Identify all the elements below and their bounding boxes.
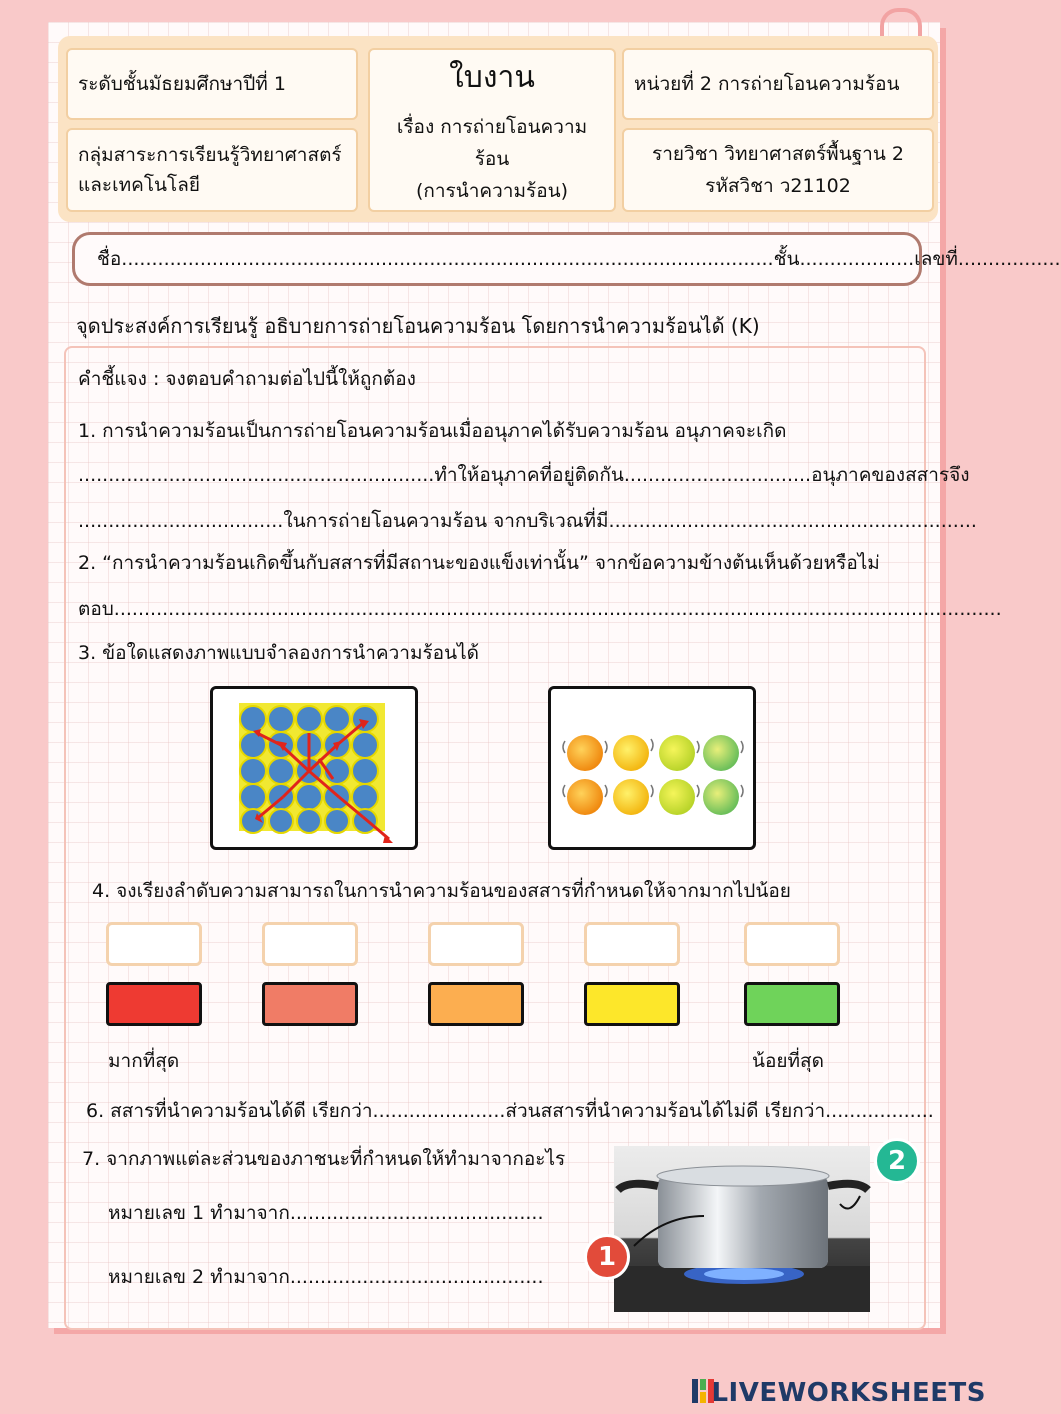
subject-group-box (66, 128, 358, 212)
topic-line-1: เรื่อง การถ่ายโอนความร้อน (396, 115, 588, 170)
pot-illustration (614, 1146, 870, 1312)
level-box (66, 48, 358, 120)
course-box (622, 128, 934, 212)
q1-line-3[interactable]: ..................................ในการถ่ายโอนความร้อน จากบริเวณที่มี............................................................. (78, 510, 977, 532)
q4-color-box-1 (106, 982, 202, 1026)
title-box (368, 48, 616, 212)
q7-part2-line[interactable]: หมายเลข 2 ทำมาจาก.......................................... (108, 1266, 544, 1288)
q4-most-label: มากที่สุด (108, 1050, 180, 1072)
moving-particle-model-illustration (551, 689, 753, 847)
level-label: ระดับชั้นมัธยมศึกษาปีที่ 1 (78, 73, 286, 95)
student-info-line: ชื่อ............................................................................................................ชั้น...................เลขที่................. (97, 248, 1061, 270)
q4-least-label: น้อยที่สุด (752, 1050, 824, 1072)
q4-answer-box-2[interactable] (262, 922, 358, 966)
part-2-badge: 2 (874, 1138, 920, 1184)
unit-box (622, 48, 934, 120)
q7-question: 7. จากภาพแต่ละส่วนของภาชนะที่กำหนดให้ทำมาจากอะไร (82, 1148, 566, 1170)
liveworksheets-brand[interactable]: LIVEWORKSHEETS (711, 1378, 986, 1408)
worksheet-title: ใบงาน (449, 59, 535, 95)
course-code-label: รหัสวิชา ว21102 (705, 175, 851, 197)
q1-line-1: 1. การนำความร้อนเป็นการถ่ายโอนความร้อนเมื่ออนุภาคได้รับความร้อน อนุภาคจะเกิด (78, 420, 787, 442)
q6-question[interactable]: 6. สสารที่นำความร้อนได้ดี เรียกว่า......................ส่วนสสารที่นำความร้อนได้ไม่ดี เรียกว่า.................. (86, 1100, 934, 1122)
q4-color-box-3 (428, 982, 524, 1026)
learning-objective: จุดประสงค์การเรียนรู้ อธิบายการถ่ายโอนความร้อน โดยการนำความร้อนได้ (K) (76, 314, 760, 338)
q4-color-box-5 (744, 982, 840, 1026)
q3-option-solid-model[interactable] (210, 686, 418, 850)
q4-color-box-4 (584, 982, 680, 1026)
unit-label: หน่วยที่ 2 การถ่ายโอนความร้อน (634, 73, 900, 95)
q3-option-gas-model[interactable] (548, 686, 756, 850)
q2-answer-line[interactable]: ตอบ................................................................................................................................................... (78, 598, 1002, 620)
course-label: รายวิชา วิทยาศาสตร์พื้นฐาน 2 (652, 143, 904, 165)
q4-color-box-2 (262, 982, 358, 1026)
pot-on-stove-photo (614, 1146, 870, 1312)
subject-group-label: กลุ่มสาระการเรียนรู้วิทยาศาสตร์และเทคโนโลยี (78, 144, 342, 196)
q4-answer-box-3[interactable] (428, 922, 524, 966)
q4-answer-box-1[interactable] (106, 922, 202, 966)
q4-answer-box-5[interactable] (744, 922, 840, 966)
q4-question: 4. จงเรียงลำดับความสามารถในการนำความร้อนของสสารที่กำหนดให้จากมากไปน้อย (92, 880, 791, 902)
q3-question: 3. ข้อใดแสดงภาพแบบจำลองการนำความร้อนได้ (78, 642, 479, 664)
student-info-row (72, 232, 1061, 286)
q1-line-2[interactable]: ...........................................................ทำให้อนุภาคที่อยู่ติดกัน...............................อนุภาคของสสารจึง (78, 464, 970, 486)
topic-line-2: (การนำความร้อน) (415, 179, 569, 202)
q7-part1-line[interactable]: หมายเลข 1 ทำมาจาก.......................................... (108, 1202, 544, 1224)
instruction-text: คำชี้แจง : จงตอบคำถามต่อไปนี้ให้ถูกต้อง (78, 368, 416, 390)
q2-line-1: 2. “การนำความร้อนเกิดขึ้นกับสสารที่มีสถานะของแข็งเท่านั้น” จากข้อความข้างต้นเห็นด้วยหรือไม่ (78, 552, 880, 574)
solid-particle-model-illustration (213, 689, 415, 847)
part-1-badge: 1 (584, 1234, 630, 1280)
q4-answer-box-4[interactable] (584, 922, 680, 966)
